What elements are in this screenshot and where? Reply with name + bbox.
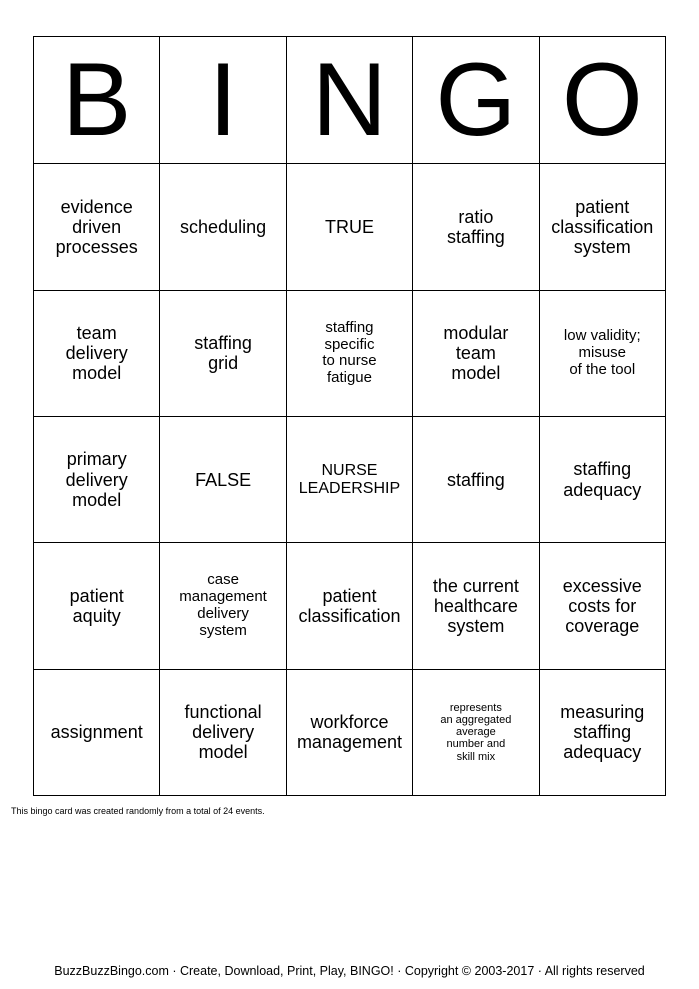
bingo-cell: NURSE LEADERSHIP <box>286 416 412 542</box>
bingo-cell: low validity; misuse of the tool <box>539 290 665 416</box>
header-letter-o: O <box>539 37 665 164</box>
page-footer: BuzzBuzzBingo.com · Create, Download, Print, Play, BINGO! · Copyright © 2003-2017 · All rights reserved <box>54 964 645 978</box>
bingo-cell: case management delivery system <box>160 543 286 669</box>
bingo-cell: functional delivery model <box>160 669 286 795</box>
bingo-row <box>34 416 666 542</box>
bingo-cell: patient classification <box>286 543 412 669</box>
header-letter-i: I <box>160 37 286 164</box>
header-letter-n: N <box>286 37 412 164</box>
bingo-row <box>34 290 666 416</box>
card-generation-note: This bingo card was created randomly from a total of 24 events. <box>11 806 265 816</box>
bingo-cell: modular team model <box>413 290 539 416</box>
bingo-cell: team delivery model <box>34 290 160 416</box>
header-letter-b: B <box>34 37 160 164</box>
bingo-cell: staffing <box>413 416 539 542</box>
bingo-cell: measuring staffing adequacy <box>539 669 665 795</box>
bingo-cell: FALSE <box>160 416 286 542</box>
bingo-cell: TRUE <box>286 164 412 290</box>
bingo-cell: staffing specific to nurse fatigue <box>286 290 412 416</box>
bingo-cell: staffing adequacy <box>539 416 665 542</box>
bingo-cell: primary delivery model <box>34 416 160 542</box>
header-letter-g: G <box>413 37 539 164</box>
bingo-cell: workforce management <box>286 669 412 795</box>
bingo-cell: excessive costs for coverage <box>539 543 665 669</box>
bingo-row <box>34 543 666 669</box>
bingo-header-row <box>34 37 666 164</box>
bingo-cell: patient classification system <box>539 164 665 290</box>
bingo-cell: scheduling <box>160 164 286 290</box>
bingo-cell: the current healthcare system <box>413 543 539 669</box>
bingo-cell: assignment <box>34 669 160 795</box>
bingo-card <box>33 36 666 796</box>
bingo-cell: patient aquity <box>34 543 160 669</box>
bingo-row <box>34 164 666 290</box>
bingo-cell: ratio staffing <box>413 164 539 290</box>
bingo-cell: represents an aggregated average number and skill mix <box>413 669 539 795</box>
bingo-cell: staffing grid <box>160 290 286 416</box>
bingo-row <box>34 669 666 795</box>
bingo-cell: evidence driven processes <box>34 164 160 290</box>
